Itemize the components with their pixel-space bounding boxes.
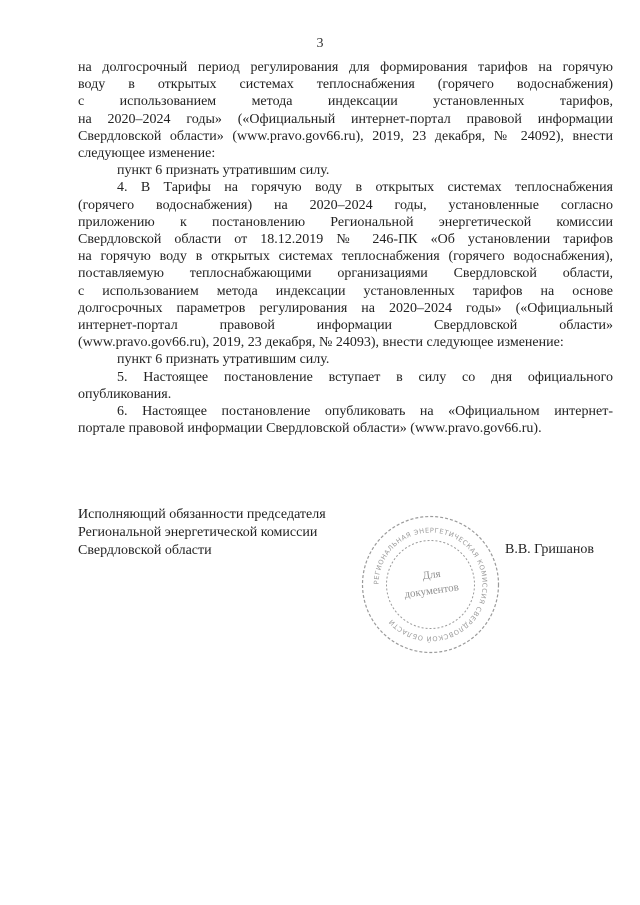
- text-line: следующее изменение:: [78, 146, 216, 162]
- text-line: на долгосрочный период регулирования для формирования тарифов на горячую: [78, 60, 613, 75]
- official-stamp: [358, 512, 503, 657]
- stamp-center-line-1: Для: [421, 567, 442, 583]
- text-line: Свердловской области» (www.pravo.gov66.ru), 2019, 23 декабря, № 24092), внести: [78, 128, 613, 144]
- stamp-center-line-2: документов: [403, 581, 460, 601]
- text-line: Свердловской области от 18.12.2019 № 246-ПК «Об установлении тарифов: [78, 232, 613, 248]
- page-number: 3: [316, 36, 324, 51]
- stamp-ring-text: РЕГИОНАЛЬНАЯ ЭНЕРГЕТИЧЕСКАЯ КОМИССИЯ СВЕРДЛОВСКОЙ ОБЛАСТИ: [372, 526, 489, 643]
- text-line: 6. Настоящее постановление опубликовать на «Официальном интернет-: [117, 404, 613, 420]
- text-line: портале правовой информации Свердловской области» (www.pravo.gov66.ru).: [78, 421, 542, 437]
- item-line: пункт 6 признать утратившим силу.: [117, 352, 330, 368]
- signature-title-line: Свердловской области: [78, 543, 212, 558]
- text-line: (горячего водоснабжения) на 2020–2024 годы, установленные согласно: [78, 197, 613, 213]
- text-line: 4. В Тарифы на горячую воду в открытых системах теплоснабжения: [117, 180, 613, 196]
- text-line: 5. Настоящее постановление вступает в силу со дня официального: [117, 369, 613, 385]
- text-line: на 2020–2024 годы» («Официальный интернет-портал правовой информации: [78, 111, 613, 127]
- text-line: интернет-портал правовой информации Свердловской области»: [78, 318, 613, 334]
- text-line: воду в открытых системах теплоснабжения (горячего водоснабжения): [78, 77, 613, 93]
- signature-title-line: Региональной энергетической комиссии: [78, 525, 318, 540]
- signature-title-line: Исполняющий обязанности председателя: [78, 507, 326, 522]
- text-line: приложению к постановлению Региональной энергетической комиссии: [78, 214, 613, 230]
- text-line: долгосрочных параметров регулирования на 2020–2024 годы» («Официальный: [78, 300, 613, 316]
- signature-title: [78, 506, 326, 560]
- text-line: с использованием метода индексации установленных тарифов на основе: [78, 283, 613, 299]
- document-body: [78, 59, 613, 437]
- text-line: опубликования.: [78, 386, 172, 402]
- text-line: поставляемую теплоснабжающими организациями Свердловской области,: [78, 266, 613, 282]
- item-line: пункт 6 признать утратившим силу.: [117, 163, 330, 179]
- signer-name: В.В. Гришанов: [505, 542, 594, 557]
- text-line: с использованием метода индексации установленных тарифов,: [78, 94, 613, 110]
- text-line: (www.pravo.gov66.ru), 2019, 23 декабря, № 24093), внести следующее изменение:: [78, 335, 564, 351]
- text-line: на горячую воду в открытых системах теплоснабжения (горячего водоснабжения),: [78, 249, 613, 265]
